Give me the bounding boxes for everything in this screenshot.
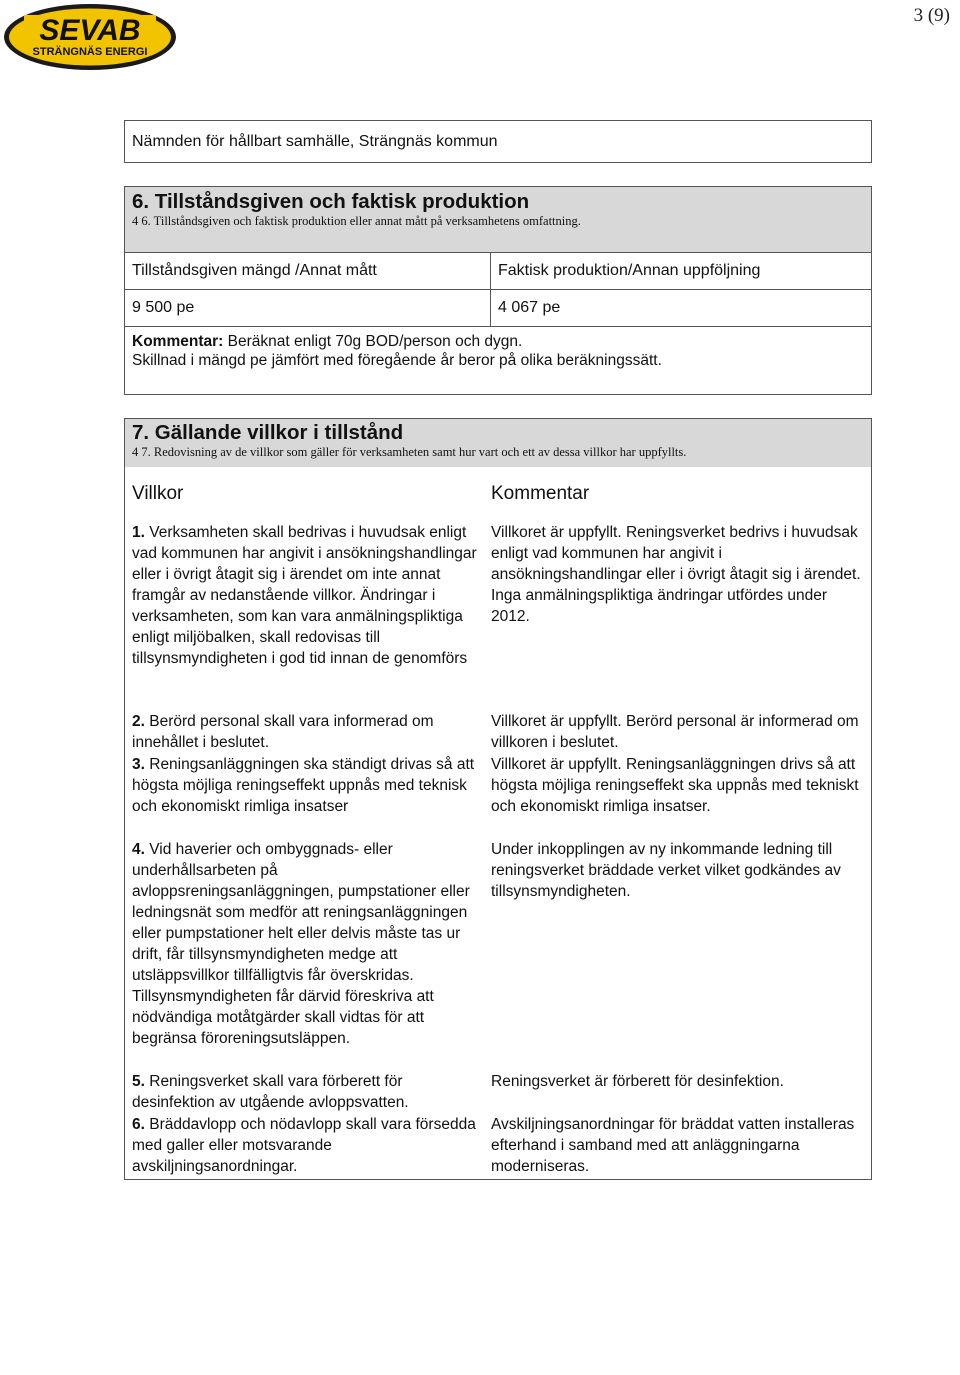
condition-row — [125, 711, 871, 754]
page-number: 3 (9) — [913, 5, 950, 26]
condition-comment: Villkoret är uppfyllt. Berörd personal är informerad om villkoren i beslutet. — [491, 713, 859, 751]
logo-tagline: STRÄNGNÄS ENERGI — [32, 46, 148, 58]
comment-column-header: Kommentar — [491, 483, 590, 504]
condition-body: Berörd personal skall vara informerad om innehållet i beslutet. — [132, 713, 434, 751]
condition-comment: Avskiljningsanordningar för bräddat vatten installeras efterhand i samband med att anläggningarna moderniseras. — [491, 1116, 855, 1175]
condition-body: Reningsverket skall vara förberett för desinfektion av utgående avloppsvatten. — [132, 1073, 409, 1111]
condition-body: Bräddavlopp och nödavlopp skall vara försedda med galler eller motsvarande avskiljningsanordningar. — [132, 1116, 476, 1175]
condition-text — [125, 1071, 484, 1114]
sevab-logo — [2, 2, 178, 72]
section-6-subtitle: 4 6. Tillståndsgiven och faktisk produktion eller annat mått på verksamhetens omfattning. — [132, 214, 581, 228]
section-6-comment — [125, 327, 871, 375]
comment-line-2: Skillnad i mängd pe jämfört med föregående år beror på olika beräkningssätt. — [132, 352, 662, 369]
section-7-title: 7. Gällande villkor i tillstånd — [132, 421, 404, 444]
condition-number: 2. — [132, 713, 145, 730]
condition-body: Verksamheten skall bedrivas i huvudsak enligt vad kommunen har angivit i ansökningshandlingar eller i övrigt åtagit sig i ärendet om inte annat framgår av nedanstående villkor. Ändringar i verksamheten, som kan vara anmälningspliktiga enligt miljöbalken, skall redovisas till tillsynsmyndigheten i god tid innan de genomförs — [132, 524, 477, 667]
condition-text — [125, 754, 484, 839]
logo-name: SEVAB — [39, 14, 141, 47]
production-header-row — [125, 253, 871, 290]
condition-number: 6. — [132, 1116, 145, 1133]
condition-text — [125, 711, 484, 754]
condition-row — [125, 839, 871, 1071]
actual-production-header: Faktisk produktion/Annan uppföljning — [498, 262, 761, 279]
condition-number: 1. — [132, 524, 145, 541]
conditions-column-headers — [125, 467, 871, 522]
conditions-column-header: Villkor — [132, 483, 184, 504]
condition-body: Vid haverier och ombyggnads- eller underhållsarbeten på avloppsreningsanläggningen, pumpstationer eller ledningsnät som medför att reningsanläggningen eller pumpstationer helt eller delvis måste tas ur drift, får tillsynsmyndigheten medge att utsläppsvillkor tillfälligtvis får överskridas. Tillsynsmyndigheten får därvid föreskriva att nödvändiga motåtgärder skall vidtas för att begränsa föroreningsutsläppen. — [132, 841, 470, 1047]
comment-label: Kommentar: — [132, 333, 224, 350]
condition-comment: Under inkopplingen av ny inkommande ledning till reningsverket bräddade verket vilket godkändes av tillsynsmyndigheten. — [491, 841, 841, 900]
organization-box — [124, 120, 872, 163]
condition-number: 5. — [132, 1073, 145, 1090]
section-7-subtitle: 4 7. Redovisning av de villkor som gäller för verksamheten samt hur vart och ett av dessa villkor har uppfyllts. — [132, 445, 687, 459]
comment-line-1: Beräknat enligt 70g BOD/person och dygn. — [227, 333, 523, 350]
condition-row — [125, 754, 871, 839]
production-value-row — [125, 290, 871, 327]
section-7 — [124, 418, 872, 1180]
condition-text — [125, 522, 484, 711]
condition-comment: Villkoret är uppfyllt. Reningsverket bedrivs i huvudsak enligt vad kommunen har angivit i ansökningshandlingar eller i övrigt åtagit sig i ärendet. Inga anmälningspliktiga ändringar utfördes under 2012. — [491, 524, 861, 625]
section-7-header — [125, 419, 871, 467]
condition-row — [125, 1114, 871, 1178]
organization-name: Nämnden för hållbart samhälle, Strängnäs kommun — [132, 132, 498, 150]
permitted-amount-value: 9 500 pe — [125, 290, 491, 326]
section-6-header — [125, 187, 871, 253]
condition-comment: Villkoret är uppfyllt. Reningsanläggningen drivs så att högsta möjliga reningseffekt ska uppnås med tekniskt och ekonomiskt rimliga insatser. — [491, 756, 859, 815]
section-6-title: 6. Tillståndsgiven och faktisk produktion — [132, 190, 530, 213]
actual-production-value: 4 067 pe — [498, 299, 561, 316]
condition-text — [125, 1114, 484, 1178]
condition-row — [125, 1071, 871, 1114]
permitted-amount-header: Tillståndsgiven mängd /Annat mått — [125, 253, 491, 289]
condition-comment: Reningsverket är förberett för desinfektion. — [491, 1073, 784, 1090]
section-6 — [124, 186, 872, 395]
condition-row — [125, 522, 871, 711]
condition-text — [125, 839, 484, 1071]
condition-body: Reningsanläggningen ska ständigt drivas så att högsta möjliga reningseffekt uppnås med teknisk och ekonomiskt rimliga insatser — [132, 756, 475, 815]
condition-number: 3. — [132, 756, 145, 773]
condition-number: 4. — [132, 841, 145, 858]
